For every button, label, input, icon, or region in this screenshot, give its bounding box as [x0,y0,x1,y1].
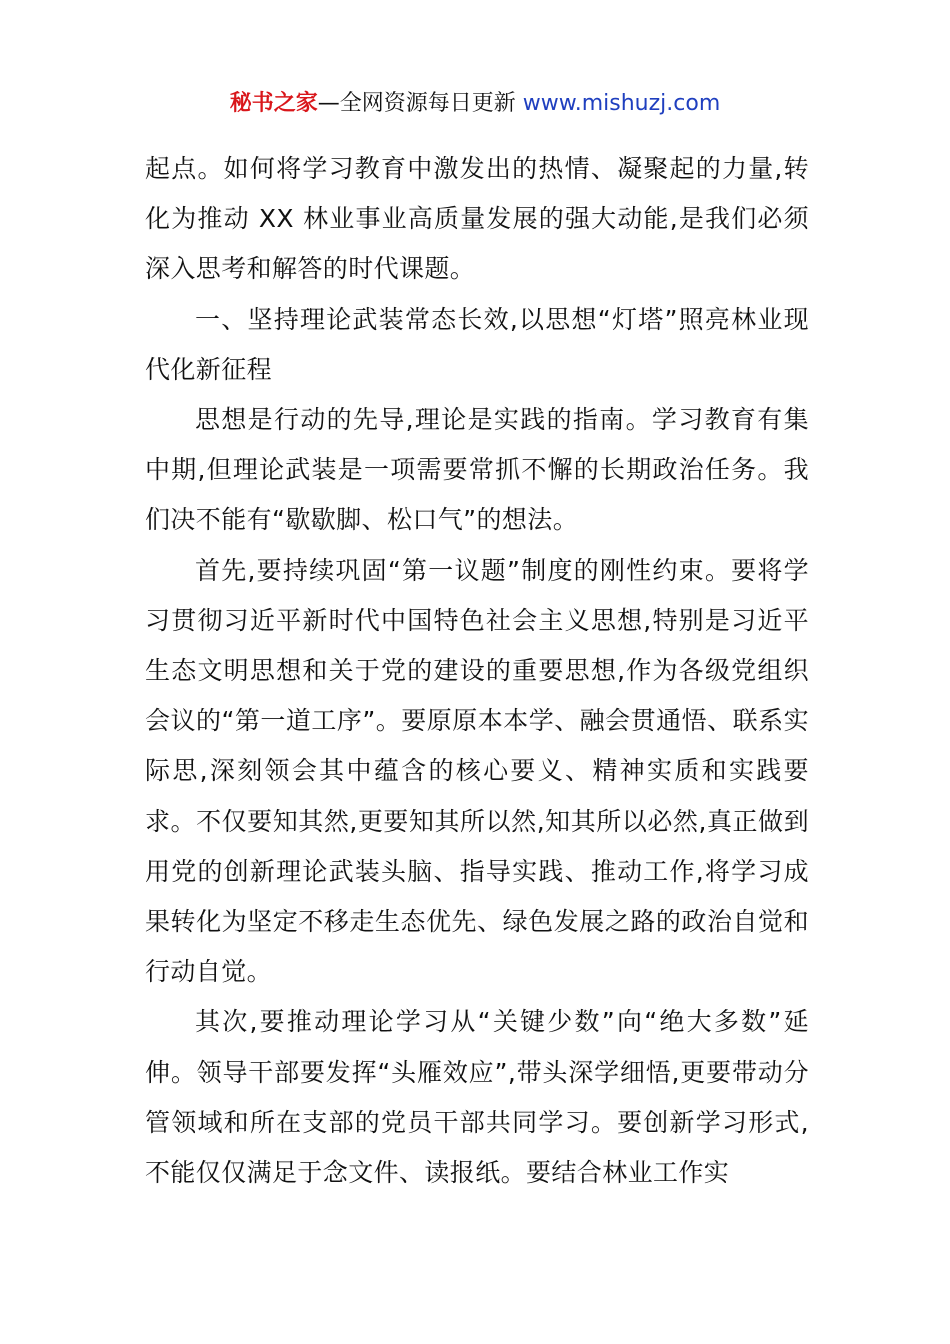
paragraph-1: 思想是行动的先导,理论是实践的指南。学习教育有集中期,但理论武装是一项需要常抓不懈的长期政治任务。我们决不能有“歇歇脚、松口气”的想法。 [145,405,809,535]
header-tagline: —全网资源每日更新 [317,91,523,116]
header-url[interactable]: www.mishuzj.com [522,91,721,116]
paragraph-3: 其次,要推动理论学习从“关键少数”向“绝大多数”延伸。领导干部要发挥“头雁效应”,带头深学细悟,更要带动分管领域和所在支部的党员干部共同学习。要创新学习形式,不能仅仅满足于念文件、读报纸。要结合林业工作实 [145,1007,809,1188]
paragraph-intro: 起点。如何将学习教育中激发出的热情、凝聚起的力量,转化为推动 XX 林业事业高质量发展的强大动能,是我们必须深入思考和解答的时代课题。 [145,154,809,284]
document-body [145,144,809,1198]
header-brand: 秘书之家 [229,91,318,116]
paragraph-2: 首先,要持续巩固“第一议题”制度的刚性约束。要将学习贯彻习近平新时代中国特色社会主义思想,特别是习近平生态文明思想和关于党的建设的重要思想,作为各级党组织会议的“第一道工序”。要原原本本学、融会贯通悟、联系实际思,深刻领会其中蕴含的核心要义、精神实质和实践要求。不仅要知其然,更要知其所以然,知其所以必然,真正做到用党的创新理论武装头脑、指导实践、推动工作,将学习成果转化为坚定不移走生态优先、绿色发展之路的政治自觉和行动自觉。 [145,555,809,987]
section-heading-1: 一、坚持理论武装常态长效,以思想“灯塔”照亮林业现代化新征程 [145,304,809,384]
page-header [0,86,950,122]
